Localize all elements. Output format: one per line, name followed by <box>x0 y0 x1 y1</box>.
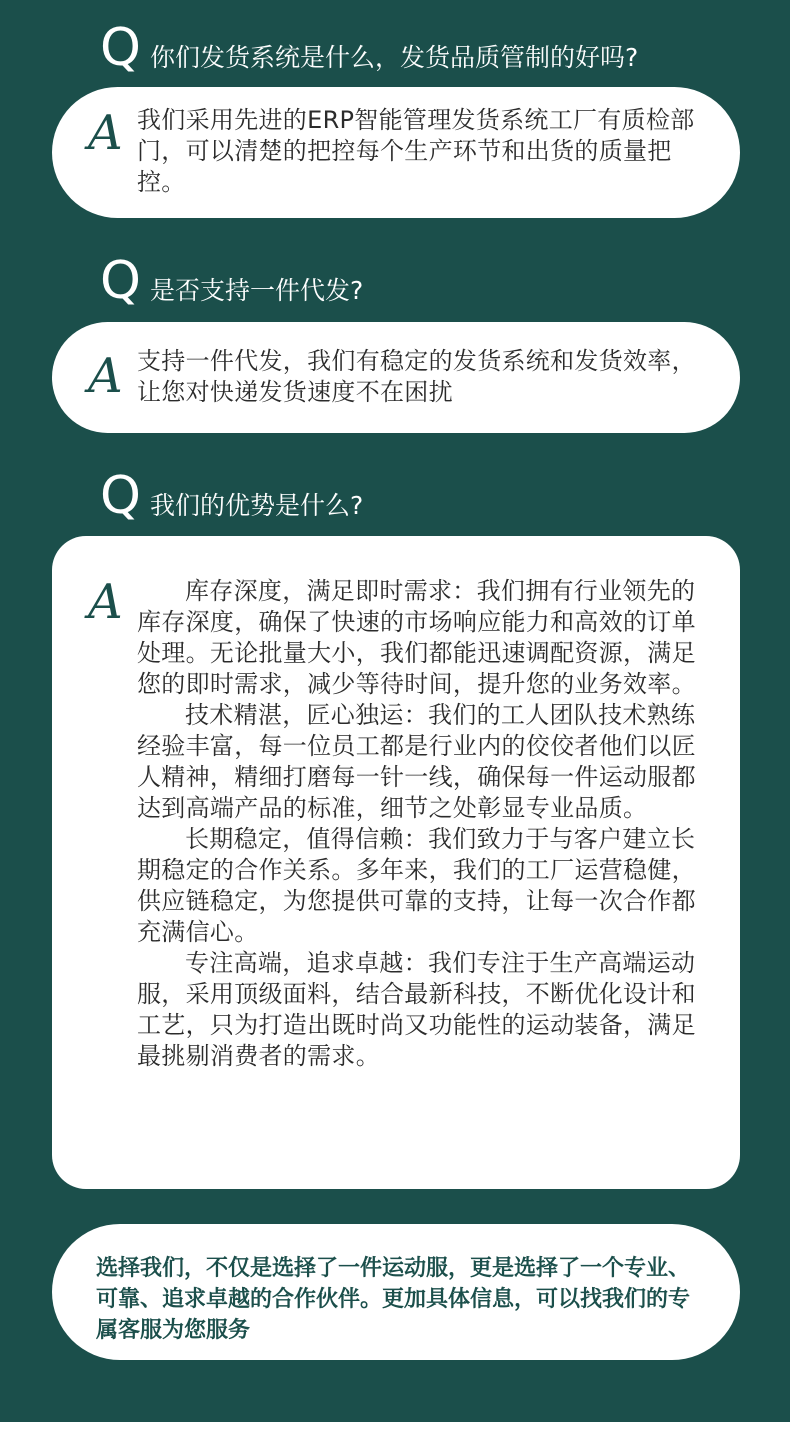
question-text: 你们发货系统是什么，发货品质管制的好吗? <box>150 43 639 72</box>
advantage-paragraph: 库存深度，满足即时需求：我们拥有行业领先的库存深度，确保了快速的市场响应能力和高效的订单处理。无论批量大小，我们都能迅速调配资源，满足您的即时需求，减少等待时间，提升您的业务效率。 <box>137 577 696 698</box>
question-text: 是否支持一件代发? <box>150 276 364 305</box>
question-3 <box>100 466 364 526</box>
q-mark: Q <box>100 18 141 78</box>
question-text: 我们的优势是什么? <box>150 491 364 520</box>
answer-text <box>137 576 697 1072</box>
answer-card-3 <box>52 536 740 1189</box>
question-1 <box>100 18 639 78</box>
answer-card-2 <box>52 322 740 433</box>
advantage-paragraph: 长期稳定，值得信赖：我们致力于与客户建立长期稳定的合作关系。多年来，我们的工厂运营稳健，供应链稳定，为您提供可靠的支持，让每一次合作都充满信心。 <box>137 825 696 946</box>
answer-text: 支持一件代发，我们有稳定的发货系统和发货效率，让您对快递发货速度不在困扰 <box>137 347 696 406</box>
a-mark: A <box>88 348 123 404</box>
q-mark: Q <box>100 251 141 311</box>
advantage-paragraph: 专注高端，追求卓越：我们专注于生产高端运动服，采用顶级面料，结合最新科技，不断优化设计和工艺，只为打造出既时尚又功能性的运动装备，满足最挑剔消费者的需求。 <box>137 949 696 1070</box>
a-mark: A <box>88 105 123 161</box>
q-mark: Q <box>100 466 141 526</box>
answer-text: 我们采用先进的ERP智能管理发货系统工厂有质检部门，可以清楚的把控每个生产环节和出货的质量把控。 <box>137 106 695 196</box>
a-mark: A <box>88 574 123 630</box>
answer-card-1 <box>52 87 740 218</box>
advantage-paragraph: 技术精湛，匠心独运：我们的工人团队技术熟练经验丰富，每一位员工都是行业内的佼佼者他们以匠人精神，精细打磨每一针一线，确保每一件运动服都达到高端产品的标准，细节之处彰显专业品质。 <box>137 701 696 822</box>
question-2 <box>100 251 364 311</box>
closing-text: 选择我们，不仅是选择了一件运动服，更是选择了一个专业、可靠、追求卓越的合作伙伴。更加具体信息，可以找我们的专属客服为您服务 <box>96 1256 691 1343</box>
closing-card <box>52 1224 740 1360</box>
